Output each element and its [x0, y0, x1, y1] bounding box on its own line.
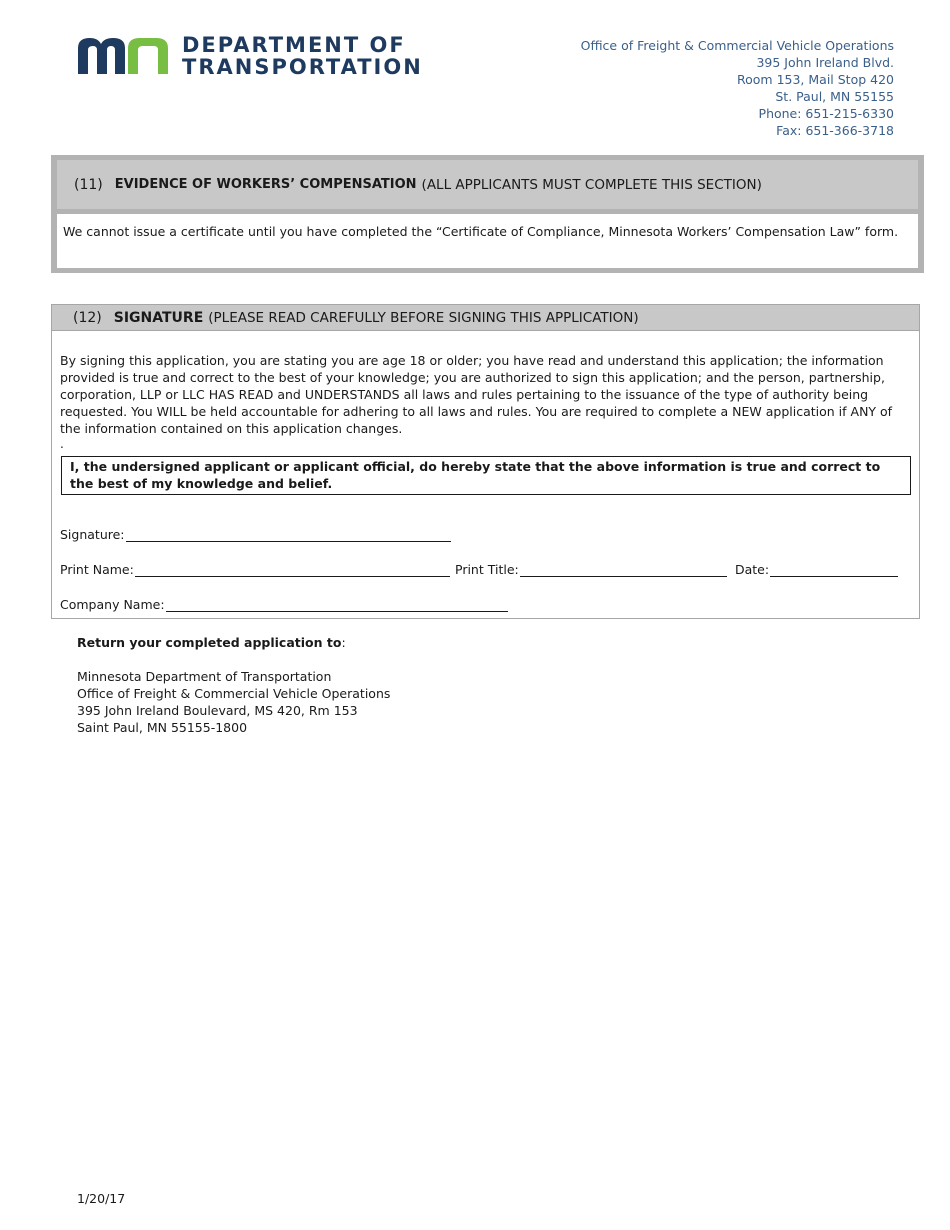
- section-note: (PLEASE READ CAREFULLY BEFORE SIGNING THIS APPLICATION): [208, 309, 639, 326]
- section-note: (ALL APPLICANTS MUST COMPLETE THIS SECTION): [421, 176, 762, 193]
- mndot-logo: [76, 33, 423, 80]
- address-line: Saint Paul, MN 55155-1800: [77, 720, 248, 735]
- date-field: [735, 562, 898, 577]
- return-instructions: [77, 634, 390, 736]
- section-11-workers-comp: [51, 155, 924, 273]
- print-title-line[interactable]: [520, 562, 727, 577]
- section-title: SIGNATURE: [113, 309, 204, 326]
- section-12-header: [52, 305, 919, 331]
- print-title-field: [455, 562, 727, 577]
- stray-period: .: [60, 437, 64, 451]
- office-line: 395 John Ireland Blvd.: [756, 55, 894, 70]
- signing-terms-paragraph: By signing this application, you are stating you are age 18 or older; you have read and understand this application; the information provided is true and correct to the best of your knowledge; you are authorized to sign this application; and the person, partnership, corporation, LLP or LLC HAS READ and UNDERSTANDS all laws and rules pertaining to the issuance of the type of authority being requested. You WILL be held accountable for adhering to all laws and rules. You are required to complete a NEW application if ANY of the information contained on this application changes.: [60, 353, 893, 436]
- section-12-signature: [51, 304, 920, 619]
- signature-label: Signature:: [60, 527, 125, 542]
- logo-line-1: DEPARTMENT OF: [182, 33, 406, 57]
- print-name-label: Print Name:: [60, 562, 134, 577]
- section-number: (11): [74, 176, 103, 193]
- return-address: [77, 668, 390, 736]
- return-heading: Return your completed application to: [77, 635, 342, 650]
- section-11-header: [57, 160, 918, 209]
- company-name-label: Company Name:: [60, 597, 165, 612]
- print-name-line[interactable]: [135, 562, 450, 577]
- return-heading-colon: :: [341, 635, 346, 650]
- attestation-box: I, the undersigned applicant or applicant official, do hereby state that the above information is true and correct to the best of my knowledge and belief.: [61, 456, 911, 495]
- address-line: 395 John Ireland Boulevard, MS 420, Rm 153: [77, 703, 358, 718]
- company-name-line[interactable]: [166, 597, 508, 612]
- office-address: [581, 37, 894, 139]
- print-title-label: Print Title:: [455, 562, 519, 577]
- date-label: Date:: [735, 562, 770, 577]
- section-11-body: We cannot issue a certificate until you have completed the “Certificate of Compliance, Minnesota Workers’ Compensation Law” form.: [57, 214, 918, 268]
- return-heading-row: [77, 634, 390, 651]
- logo-line-2: TRANSPORTATION: [182, 55, 423, 79]
- office-line: Room 153, Mail Stop 420: [737, 72, 894, 87]
- mn-logo-mark-icon: [76, 34, 170, 80]
- address-line: Office of Freight & Commercial Vehicle Operations: [77, 686, 391, 701]
- section-number: (12): [73, 309, 102, 326]
- section-title: EVIDENCE OF WORKERS’ COMPENSATION: [114, 177, 417, 192]
- signature-line[interactable]: [126, 527, 451, 542]
- print-name-field: [60, 562, 450, 577]
- address-line: Minnesota Department of Transportation: [77, 669, 332, 684]
- signature-field: [60, 527, 451, 542]
- revision-date: 1/20/17: [77, 1191, 126, 1206]
- logo-wordmark: [182, 34, 423, 78]
- office-line: St. Paul, MN 55155: [775, 89, 894, 104]
- date-line[interactable]: [770, 562, 898, 577]
- office-fax: Fax: 651-366-3718: [776, 123, 894, 138]
- company-name-field: [60, 597, 508, 612]
- office-phone: Phone: 651-215-6330: [758, 106, 894, 121]
- office-line: Office of Freight & Commercial Vehicle Operations: [580, 38, 894, 53]
